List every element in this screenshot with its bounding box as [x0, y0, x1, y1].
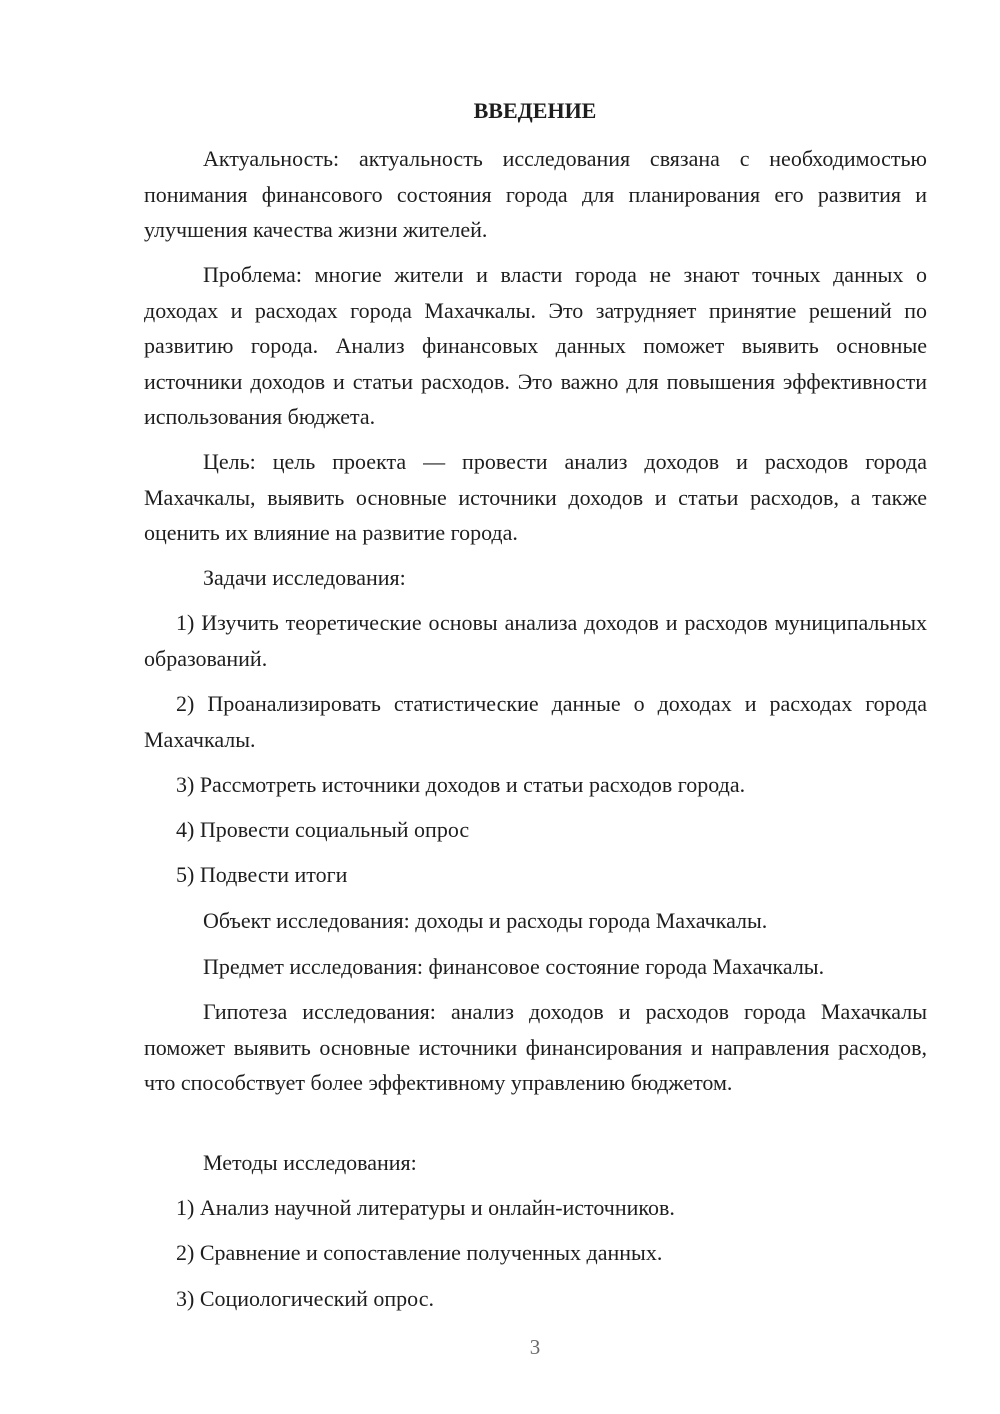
method-item-2: 2) Сравнение и сопоставление полученных данных. [176, 1240, 663, 1265]
method-1-block [144, 1190, 927, 1226]
hypothesis-paragraph: Гипотеза исследования: анализ доходов и расходов города Махачкалы поможет выявить основные источники финансирования и направления расходов, что способствует более эффективному управлению бюджетом. [144, 999, 927, 1095]
task-item-2: 2) Проанализировать статистические данные о доходах и расходах города Махачкалы. [144, 691, 927, 752]
relevance-paragraph: Актуальность: актуальность исследования связана с необходимостью понимания финансового состояния города для планирования его развития и улучшения качества жизни жителей. [144, 146, 927, 242]
goal-paragraph: Цель: цель проекта — провести анализ доходов и расходов города Махачкалы, выявить основные источники доходов и статьи расходов, а также оценить их влияние на развитие города. [144, 449, 927, 545]
task-3-block [144, 767, 927, 803]
task-2-block [144, 686, 927, 757]
method-item-3: 3) Социологический опрос. [176, 1286, 434, 1311]
method-2-block [144, 1235, 927, 1271]
section-heading: ВВЕДЕНИЕ [473, 98, 597, 123]
task-item-5: 5) Подвести итоги [176, 862, 348, 887]
object-paragraph: Объект исследования: доходы и расходы города Махачкалы. [203, 908, 768, 933]
method-item-1: 1) Анализ научной литературы и онлайн-источников. [176, 1195, 675, 1220]
methods-heading: Методы исследования: [203, 1150, 417, 1175]
task-item-1: 1) Изучить теоретические основы анализа доходов и расходов муниципальных образований. [144, 610, 927, 671]
task-item-3: 3) Рассмотреть источники доходов и статьи расходов города. [176, 772, 746, 797]
tasks-heading-block [144, 560, 927, 596]
page-number: 3 [529, 1335, 541, 1359]
object-block [144, 903, 927, 939]
relevance-block [144, 141, 927, 248]
tasks-heading: Задачи исследования: [203, 565, 406, 590]
task-4-block [144, 812, 927, 848]
task-1-block [144, 605, 927, 676]
task-5-block [144, 857, 927, 893]
subject-paragraph: Предмет исследования: финансовое состояние города Махачкалы. [203, 954, 825, 979]
methods-heading-block [144, 1145, 927, 1181]
problem-paragraph: Проблема: многие жители и власти города не знают точных данных о доходах и расходах города Махачкалы. Это затрудняет принятие решений по развитию города. Анализ финансовых данных поможет выявить основные источники доходов и статьи расходов. Это важно для повышения эффективности использования бюджета. [144, 262, 927, 429]
goal-block [144, 444, 927, 551]
subject-block [144, 949, 927, 985]
method-3-block [144, 1281, 927, 1317]
problem-block [144, 257, 927, 435]
task-item-4: 4) Провести социальный опрос [176, 817, 470, 842]
hypothesis-block [144, 994, 927, 1101]
